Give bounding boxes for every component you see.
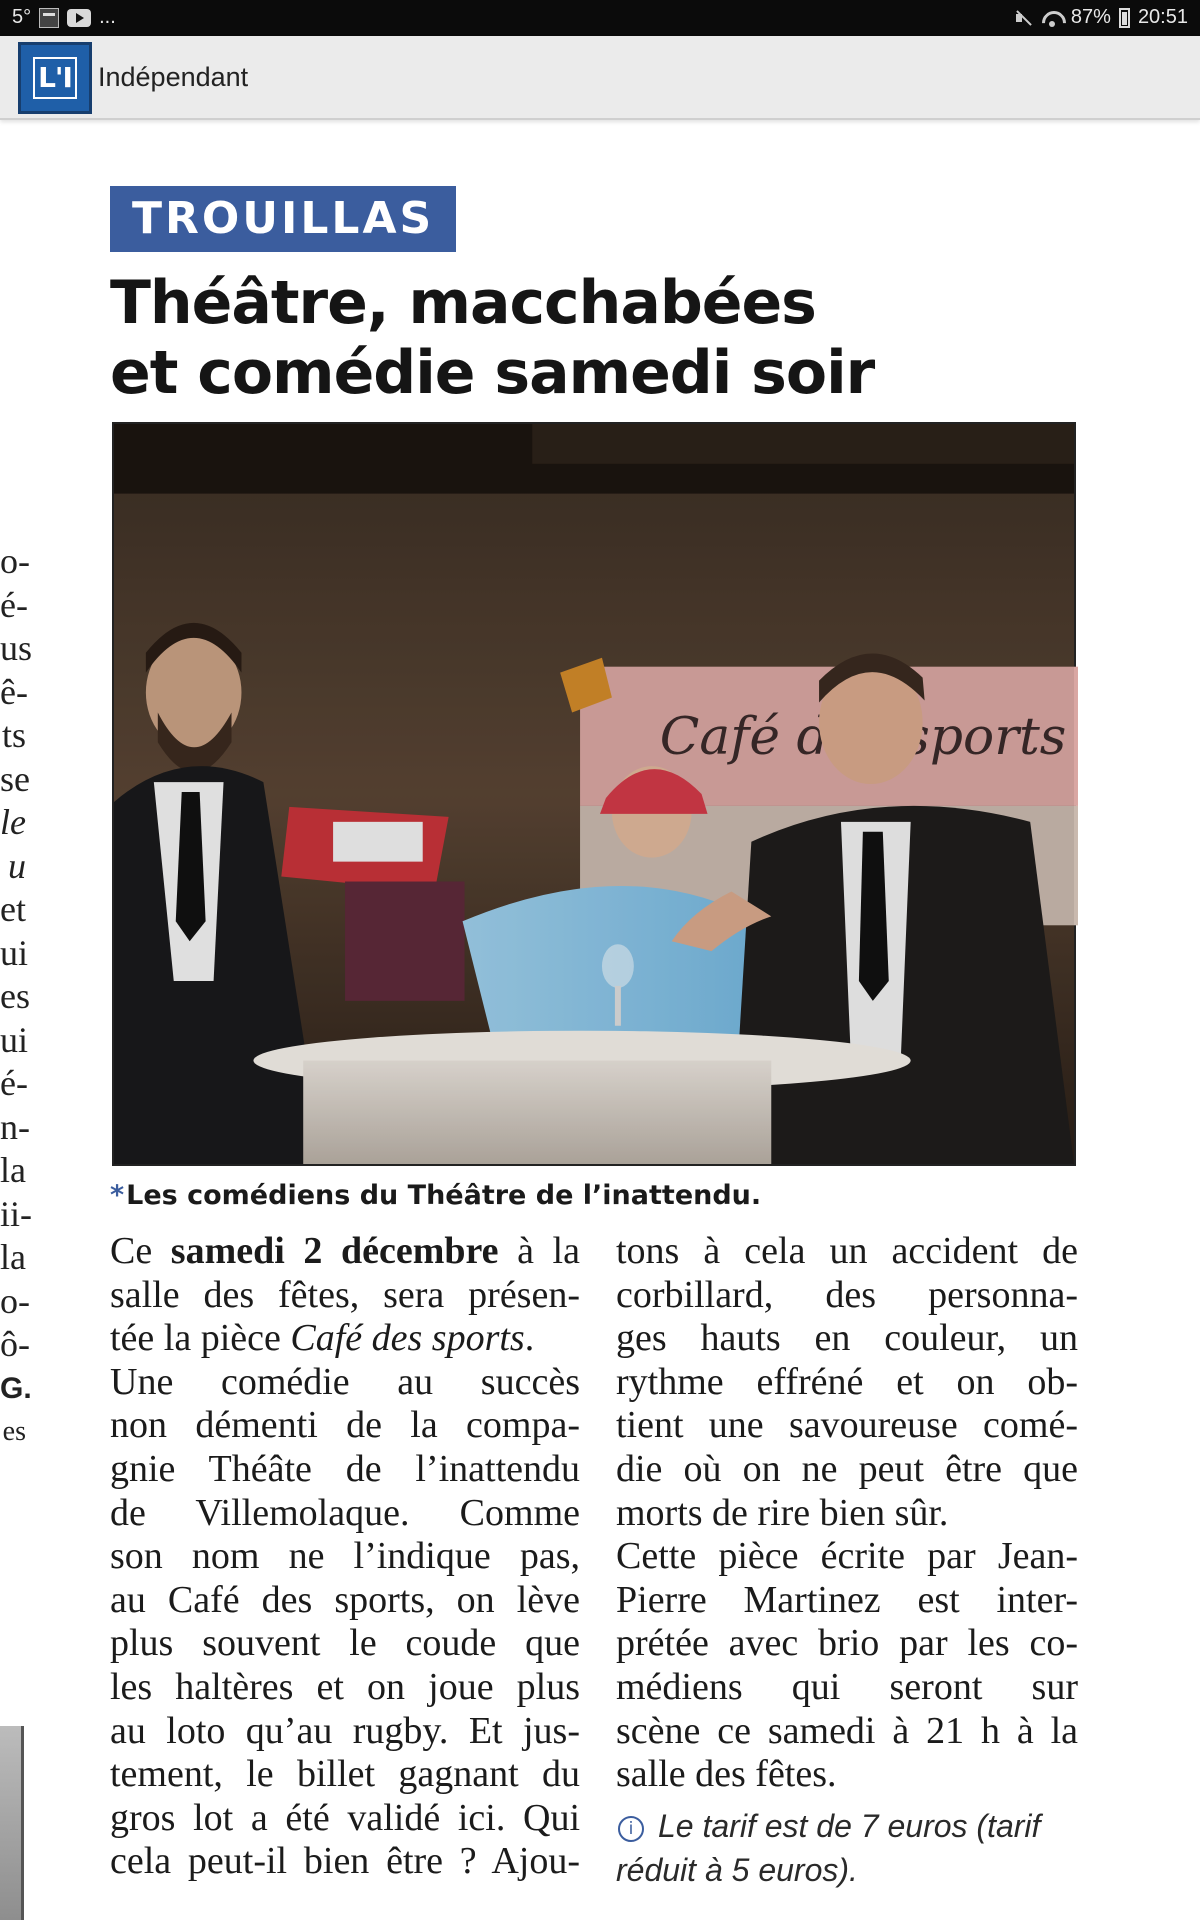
app-title: Indépendant xyxy=(98,62,249,92)
previous-article-fragment: n- xyxy=(0,1106,30,1147)
previous-article-fragment: ê- xyxy=(0,671,28,712)
body-text: à la xyxy=(498,1230,580,1272)
notification-overflow: ... xyxy=(99,6,116,28)
body-line: salle des fêtes, sera présen- xyxy=(110,1273,580,1316)
previous-article-photo xyxy=(0,1726,24,1920)
body-text: . xyxy=(524,1317,535,1360)
status-bar-left xyxy=(12,6,116,29)
body-line: corbillard, des personna- xyxy=(616,1273,1078,1316)
app-bar xyxy=(0,36,1200,120)
previous-article-fragment: é- xyxy=(0,1063,28,1103)
status-bar-right xyxy=(1013,6,1188,29)
battery-percent: 87% xyxy=(1070,6,1111,28)
previous-article-fragment: es xyxy=(2,1416,26,1447)
headline-line: et comédie samedi soir xyxy=(110,338,875,408)
stage-scene-illustration xyxy=(114,424,1074,1164)
article-location-kicker: TROUILLAS xyxy=(110,186,456,252)
body-line: rythme effréné et on ob- xyxy=(616,1360,1078,1403)
mute-icon xyxy=(1013,8,1033,28)
photo-caption xyxy=(110,1180,1090,1211)
body-line: les haltères et on joue plus xyxy=(110,1665,580,1708)
body-line: plus souvent le coude que xyxy=(110,1622,580,1665)
previous-article-fragment: ts xyxy=(1,715,26,755)
previous-article-fragment: ui xyxy=(0,1019,29,1060)
body-text: tée la pièce xyxy=(110,1317,291,1360)
headline-line: Théâtre, macchabées xyxy=(110,268,816,338)
body-line: scène ce samedi à 21 h à la xyxy=(616,1709,1078,1752)
body-line: morts de rire bien sûr. xyxy=(616,1491,949,1534)
body-line: Une comédie au succès xyxy=(110,1360,580,1403)
body-line: son nom ne l’indique pas, xyxy=(110,1535,580,1578)
body-line: au Café des sports, on lève xyxy=(110,1578,580,1621)
previous-article-fragment: o- xyxy=(0,541,30,581)
body-line: salle des fêtes. xyxy=(616,1753,837,1796)
body-line: prétée avec brio par les co- xyxy=(616,1622,1078,1665)
body-line: die où on ne peut être que xyxy=(616,1447,1078,1490)
app-logo[interactable] xyxy=(18,42,92,114)
body-line xyxy=(110,1317,580,1361)
body-line: tons à cela un accident de xyxy=(616,1230,1078,1272)
body-line: Cette pièce écrite par Jean- xyxy=(616,1535,1078,1578)
article-body-column-2 xyxy=(616,1230,1078,1797)
body-line: tient une savoureuse comé- xyxy=(616,1404,1078,1447)
body-line: tement, le billet gagnant du xyxy=(110,1753,580,1796)
body-line: gnie Théâte de l’inattendu xyxy=(110,1447,580,1490)
previous-article-column xyxy=(0,540,33,1540)
pricing-info-line: réduit à 5 euros). xyxy=(616,1852,858,1888)
previous-article-fragment: ii- xyxy=(0,1193,32,1234)
caption-text: Les comédiens du Théâtre de l’inattendu. xyxy=(126,1180,762,1211)
pricing-info-line xyxy=(616,1804,1086,1848)
caption-marker: * xyxy=(110,1180,125,1211)
body-text: Ce xyxy=(110,1230,171,1272)
body-line: de Villemolaque. Comme xyxy=(110,1491,580,1534)
body-line: au loto qu’au rugby. Et jus- xyxy=(110,1709,580,1752)
sim-icon xyxy=(39,8,59,28)
body-line: médiens qui seront sur xyxy=(616,1665,1078,1708)
body-line: ges hauts en couleur, un xyxy=(616,1317,1078,1360)
info-icon: i xyxy=(618,1816,644,1842)
previous-article-fragment: us xyxy=(0,628,33,668)
body-line: non démenti de la compa- xyxy=(110,1404,580,1447)
article-photo xyxy=(112,422,1076,1166)
previous-article-fragment: ui xyxy=(0,932,29,973)
status-bar xyxy=(0,0,1200,36)
previous-article-fragment: ô- xyxy=(0,1324,30,1364)
temperature-text: 5° xyxy=(12,6,32,28)
previous-article-fragment: la xyxy=(0,1237,26,1277)
previous-article-fragment: u xyxy=(8,845,26,886)
previous-article-fragment: se xyxy=(0,758,30,799)
body-line: Pierre Martinez est inter- xyxy=(616,1578,1078,1621)
article-headline xyxy=(110,268,1070,408)
previous-article-fragment: o- xyxy=(0,1280,30,1321)
previous-article-signature: G. xyxy=(0,1371,32,1405)
body-line xyxy=(110,1230,580,1274)
previous-article-fragment: la xyxy=(0,1150,26,1190)
previous-article-fragment: le xyxy=(0,802,26,842)
previous-article-fragment: et xyxy=(0,889,26,929)
youtube-icon xyxy=(67,9,91,27)
app-logo-text: L'I xyxy=(33,57,77,99)
wifi-icon xyxy=(1041,9,1063,27)
clock: 20:51 xyxy=(1137,6,1188,28)
pricing-text: Le tarif est de 7 euros (tarif xyxy=(658,1808,1041,1844)
highlight-date: samedi 2 décembre xyxy=(170,1230,499,1272)
battery-icon xyxy=(1119,8,1130,28)
pricing-info xyxy=(616,1804,1086,1892)
play-title: Café des sports xyxy=(290,1317,525,1360)
article-body-column-1 xyxy=(110,1230,580,1884)
previous-article-fragment: es xyxy=(0,976,30,1016)
body-line: gros lot a été validé ici. Qui xyxy=(110,1796,580,1839)
previous-article-fragment: é- xyxy=(0,584,28,625)
body-line: cela peut-il bien être ? Ajou- xyxy=(110,1840,580,1883)
